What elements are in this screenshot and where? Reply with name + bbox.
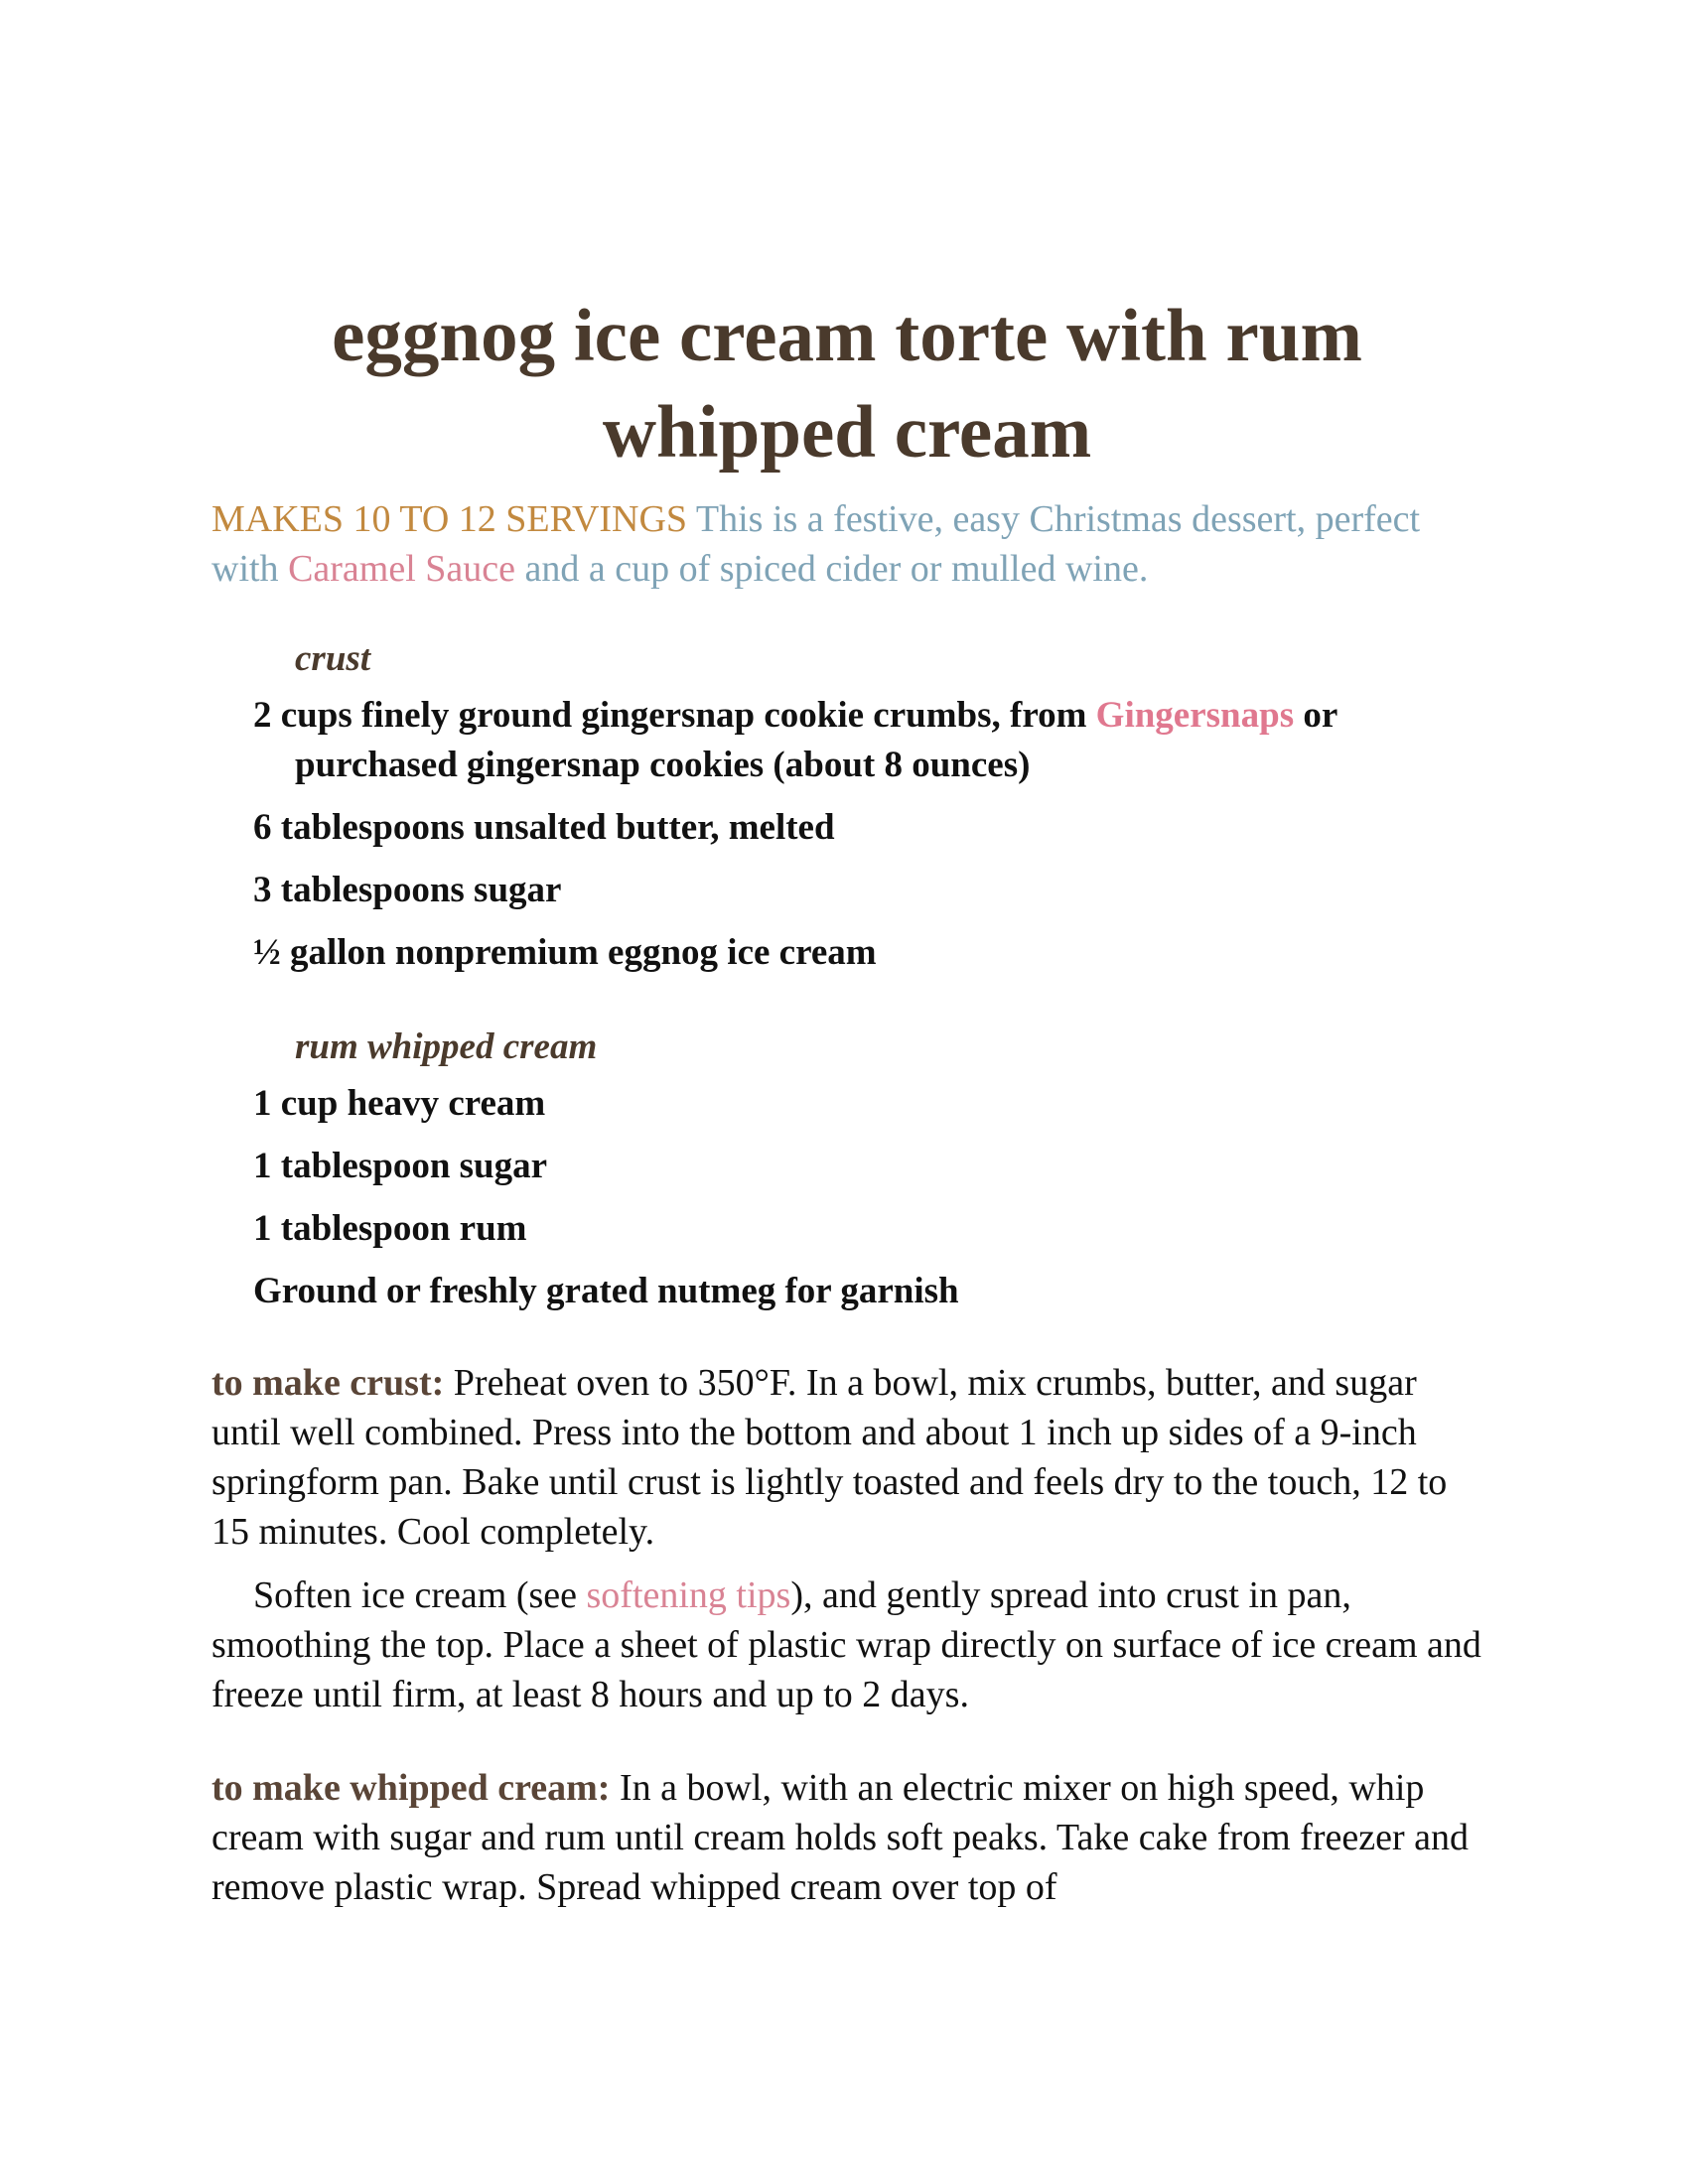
soften-text-before-link: Soften ice cream (see	[253, 1574, 587, 1616]
ingredient-item: 6 tablespoons unsalted butter, melted	[253, 807, 835, 848]
ingredient-item: 3 tablespoons sugar	[253, 870, 562, 910]
ingredient-text: or purchased gingersnap cookies (about 8 ounces)	[295, 695, 1337, 785]
caramel-sauce-link[interactable]: Caramel Sauce	[288, 548, 516, 590]
rum-cream-ingredient-list	[211, 1079, 1482, 1316]
ingredient-item	[253, 691, 1482, 790]
soften-directions	[211, 1570, 1482, 1719]
crust-heading: crust	[295, 638, 371, 679]
recipe-page	[211, 288, 1482, 1912]
recipe-title-line2: whipped cream	[602, 391, 1092, 474]
soften-text-after-link: ), and gently spread into crust in pan, smoothing the top. Place a sheet of plastic wrap directly on surface of ice cream and freeze until firm, at least 8 hours and up to 2 days.	[211, 1574, 1481, 1715]
gingersnaps-link[interactable]: Gingersnaps	[1095, 695, 1295, 736]
whipped-cream-directions-lead: to make whipped cream:	[211, 1767, 611, 1809]
recipe-title	[211, 288, 1482, 480]
ingredient-text: 2 cups finely ground gingersnap cookie crumbs, from	[253, 695, 1096, 736]
ingredient-item: 1 tablespoon rum	[253, 1208, 527, 1249]
softening-tips-link[interactable]: softening tips	[586, 1574, 791, 1616]
crust-directions-text: Preheat oven to 350°F. In a bowl, mix crumbs, butter, and sugar until well combined. Press into the bottom and about 1 inch up sides of a 9-inch springform pan. Bake until crust is lightly toasted and feels dry to the touch, 12 to 15 minutes. Cool completely.	[211, 1362, 1448, 1553]
crust-ingredient-list	[211, 691, 1482, 978]
rum-whipped-cream-heading: rum whipped cream	[295, 1026, 598, 1067]
intro-text-before-link: This is a festive, easy Christmas dessert, perfect with	[211, 498, 1421, 590]
whipped-cream-directions-text: In a bowl, with an electric mixer on high speed, whip cream with sugar and rum until cream holds soft peaks. Take cake from freezer and remove plastic wrap. Spread whipped cream over top of	[211, 1767, 1469, 1908]
ingredient-item: Ground or freshly grated nutmeg for garnish	[253, 1271, 959, 1311]
servings-label: MAKES 10 TO 12 SERVINGS	[211, 498, 688, 540]
ingredient-item: ½ gallon nonpremium eggnog ice cream	[253, 932, 877, 973]
recipe-intro	[211, 494, 1482, 594]
crust-directions-lead: to make crust:	[211, 1362, 445, 1404]
crust-directions	[211, 1358, 1482, 1557]
whipped-cream-directions	[211, 1763, 1482, 1912]
ingredient-item: 1 tablespoon sugar	[253, 1146, 548, 1186]
ingredient-item: 1 cup heavy cream	[253, 1083, 546, 1124]
intro-text-after-link: and a cup of spiced cider or mulled wine.	[515, 548, 1149, 590]
recipe-title-line1: eggnog ice cream torte with rum	[332, 295, 1362, 377]
